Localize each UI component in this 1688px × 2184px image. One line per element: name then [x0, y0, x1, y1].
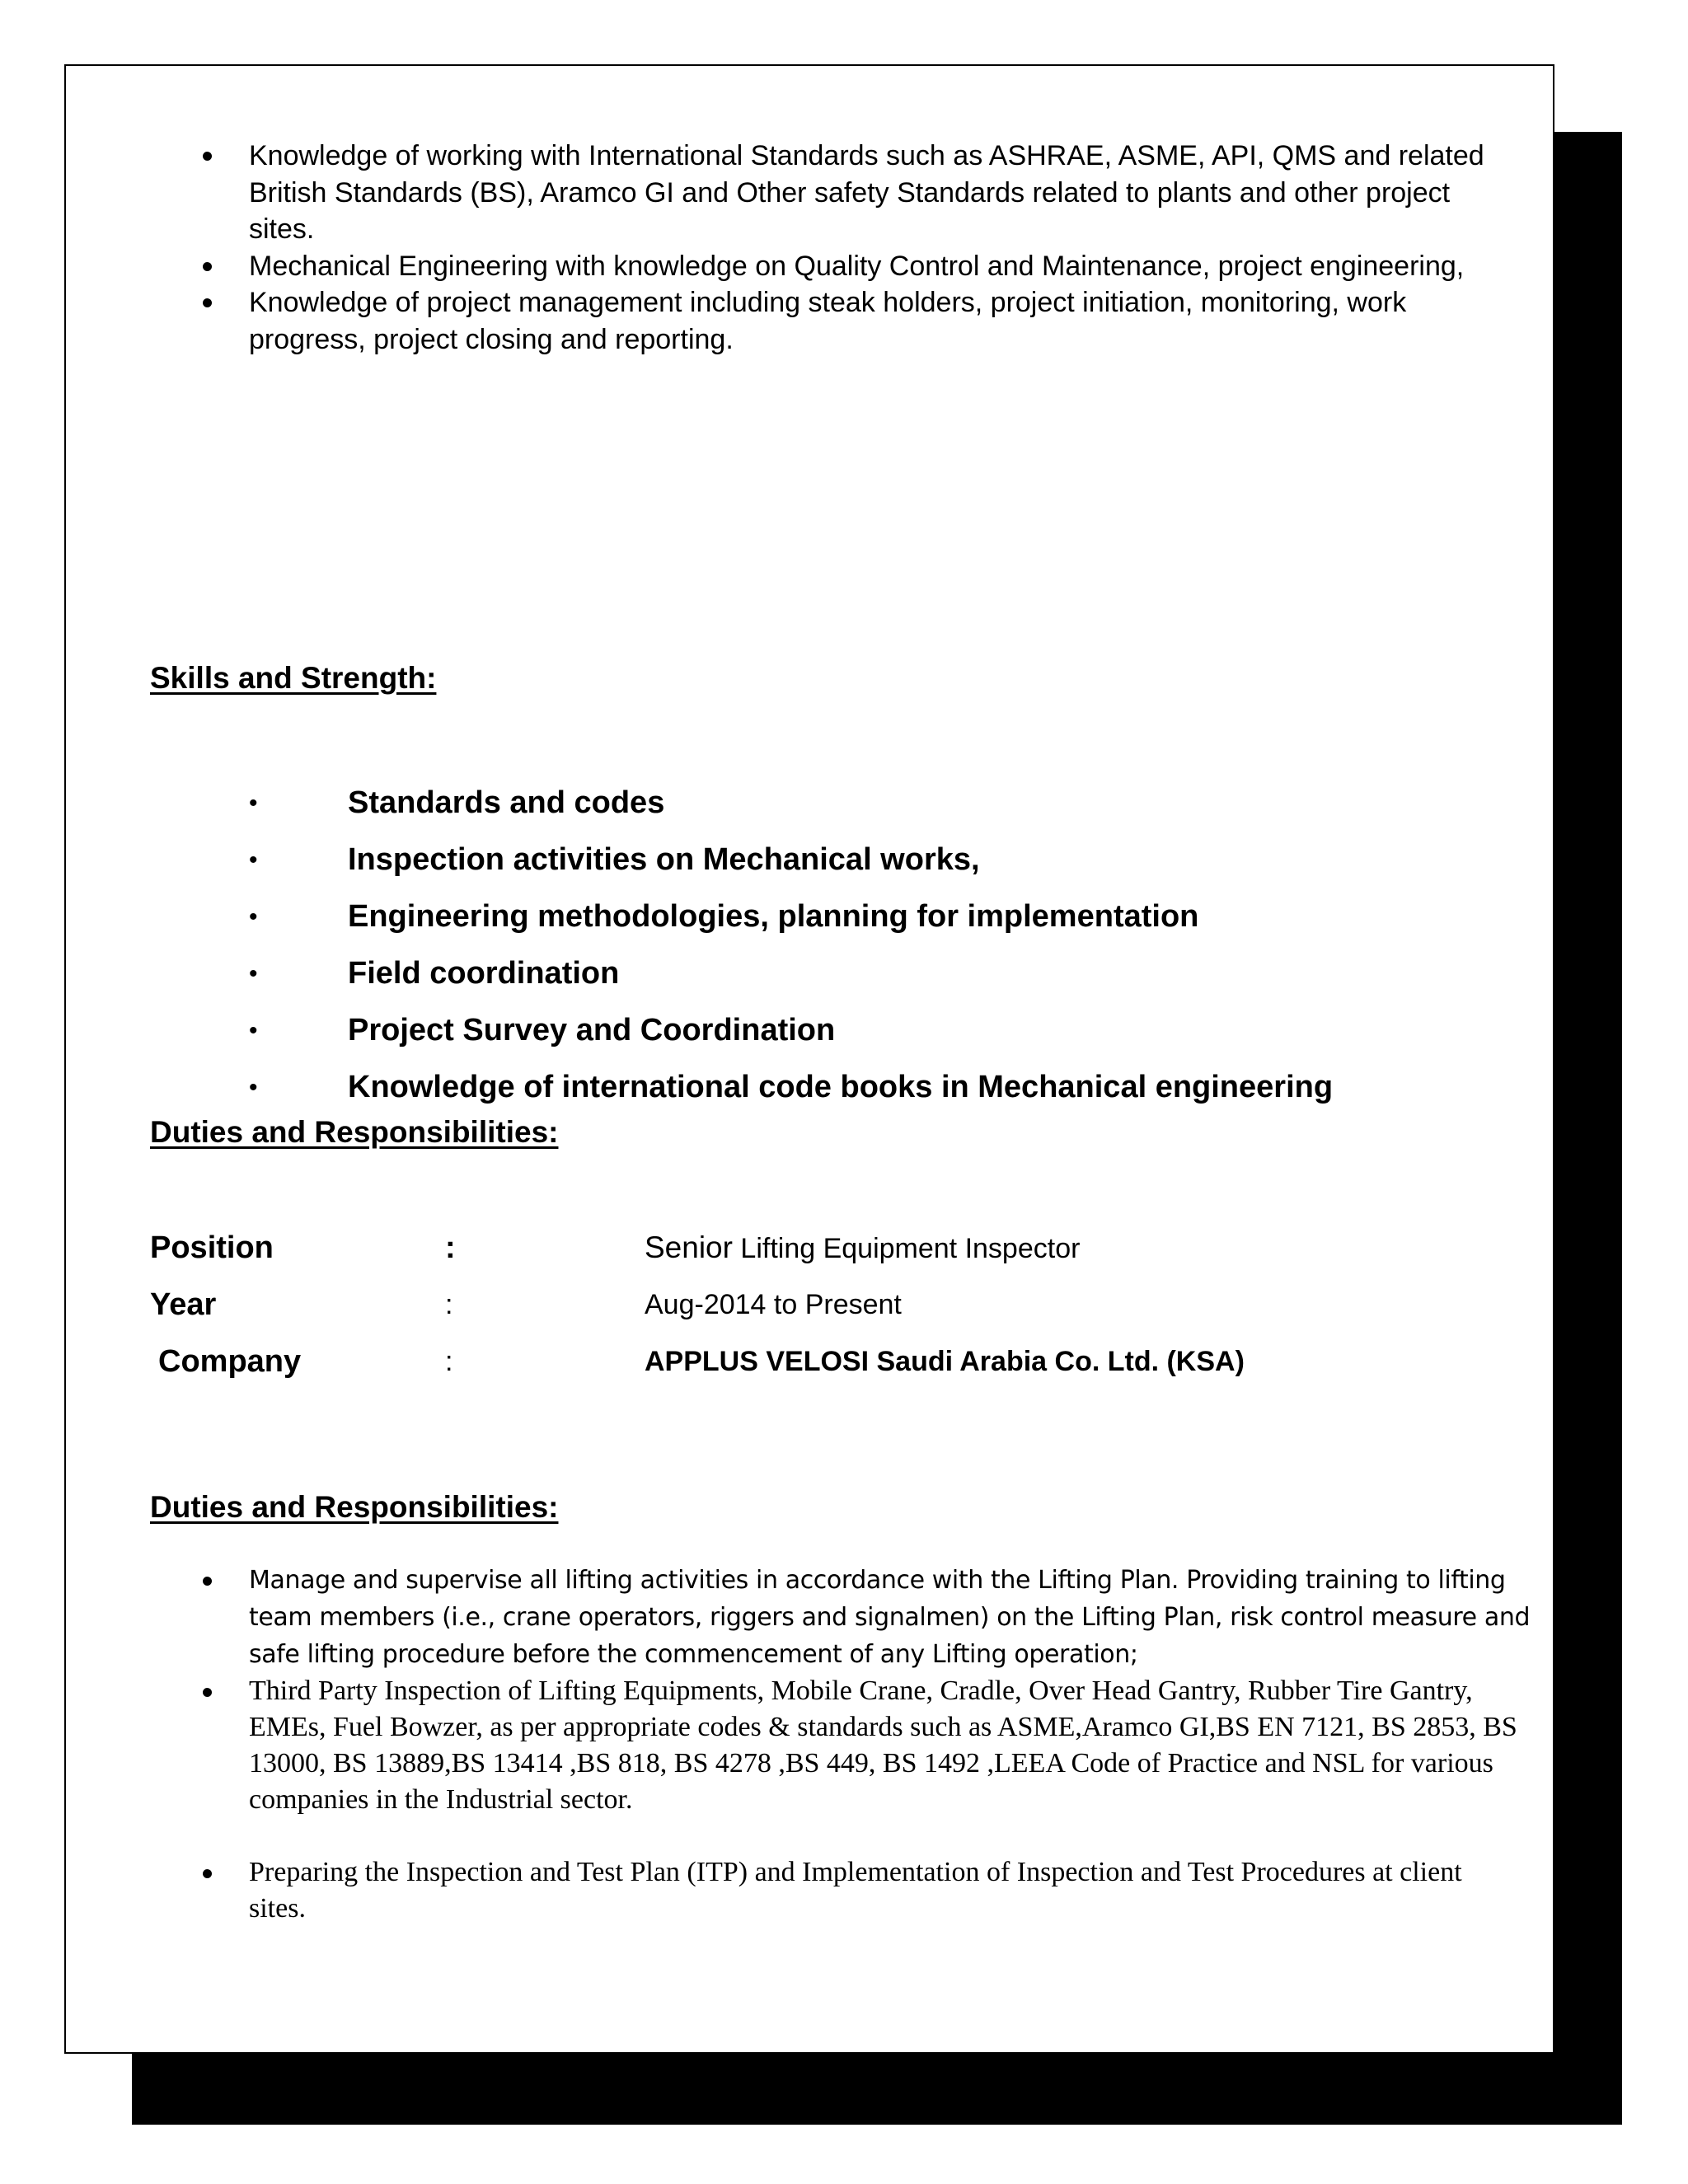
intro-bullet-list	[249, 138, 1485, 358]
bullet-icon	[203, 298, 212, 307]
list-item	[66, 888, 1550, 945]
list-item	[249, 1854, 1469, 1927]
list-item	[66, 1002, 1550, 1059]
list-item	[66, 832, 1550, 888]
list-item	[66, 1059, 1550, 1116]
duties-list	[249, 1562, 1531, 1927]
duties-heading: Duties and Responsibilities:	[150, 1490, 559, 1524]
position-value-prefix: Senior	[645, 1230, 733, 1264]
position-value	[645, 1223, 1080, 1273]
position-row	[66, 1223, 1556, 1272]
company-row	[66, 1337, 1556, 1386]
skill-text: Project Survey and Coordination	[348, 1013, 836, 1047]
list-item	[66, 945, 1550, 1002]
intro-bullet-text: Knowledge of project management including steak holders, project initiation, monitoring, work progress, project closing and reporting.	[249, 287, 1407, 355]
position-label: Position	[150, 1230, 274, 1265]
year-label: Year	[150, 1287, 217, 1322]
intro-bullet-text: Knowledge of working with International Standards such as ASHRAE, ASME, API, QMS and related British Standards (BS), Aramco GI and Other safety Standards related to plants and other project sites.	[249, 140, 1484, 245]
bullet-icon: •	[249, 903, 258, 930]
skill-text: Standards and codes	[348, 785, 665, 820]
list-item	[249, 138, 1485, 248]
list-item	[249, 1673, 1551, 1818]
skills-heading: Skills and Strength:	[150, 661, 437, 695]
skills-list	[66, 775, 1550, 1116]
bullet-icon: •	[249, 846, 258, 874]
bullet-icon	[203, 152, 212, 161]
bullet-icon	[203, 1869, 212, 1878]
list-item	[249, 248, 1485, 285]
bullet-icon	[203, 1577, 212, 1586]
company-label: Company	[158, 1344, 302, 1379]
bullet-icon: •	[249, 960, 258, 987]
year-colon: :	[445, 1289, 453, 1320]
year-row	[66, 1280, 1556, 1329]
list-item	[249, 284, 1485, 358]
bullet-icon: •	[249, 1017, 258, 1044]
skill-text: Field coordination	[348, 956, 620, 991]
position-colon: :	[445, 1230, 456, 1265]
skill-text: Engineering methodologies, planning for implementation	[348, 899, 1199, 934]
skill-text: Knowledge of international code books in Mechanical engineering	[348, 1070, 1334, 1104]
position-value-rest: Lifting Equipment Inspector	[740, 1233, 1081, 1264]
bullet-icon	[203, 1688, 212, 1697]
bullet-icon: •	[249, 790, 258, 817]
duty-text: Manage and supervise all lifting activities in accordance with the Lifting Plan. Providing training to lifting team members (i.e., crane operators, riggers and signalmen) on the Lifting Plan, risk control measure and safe lifting procedure before the commencement of any Lifting operation;	[249, 1566, 1531, 1669]
document-page	[64, 64, 1554, 2054]
duty-text: Third Party Inspection of Lifting Equipments, Mobile Crane, Cradle, Over Head Gantry, Rubber Tire Gantry, EMEs, Fuel Bowzer, as per appropriate codes & standards such as ASME,Aramco GI,BS EN 7121, BS 2853, BS 13000, BS 13889,BS 13414 ,BS 818, BS 4278 ,BS 449, BS 1492 ,LEEA Code of Practice and NSL for various companies in the Industrial sector.	[249, 1675, 1517, 1815]
intro-bullet-text: Mechanical Engineering with knowledge on Quality Control and Maintenance, project engineering,	[249, 250, 1465, 282]
bullet-icon: •	[249, 1074, 258, 1101]
duties-heading: Duties and Responsibilities:	[150, 1115, 559, 1149]
bullet-icon	[203, 262, 212, 271]
list-item	[66, 775, 1550, 832]
year-value: Aug-2014 to Present	[645, 1289, 902, 1320]
company-colon: :	[445, 1346, 453, 1377]
skill-text: Inspection activities on Mechanical works,	[348, 842, 980, 877]
company-value: APPLUS VELOSI Saudi Arabia Co. Ltd. (KSA)	[645, 1346, 1245, 1377]
list-item	[249, 1562, 1535, 1673]
duty-text: Preparing the Inspection and Test Plan (ITP) and Implementation of Inspection and Test Procedures at client sites.	[249, 1857, 1462, 1924]
